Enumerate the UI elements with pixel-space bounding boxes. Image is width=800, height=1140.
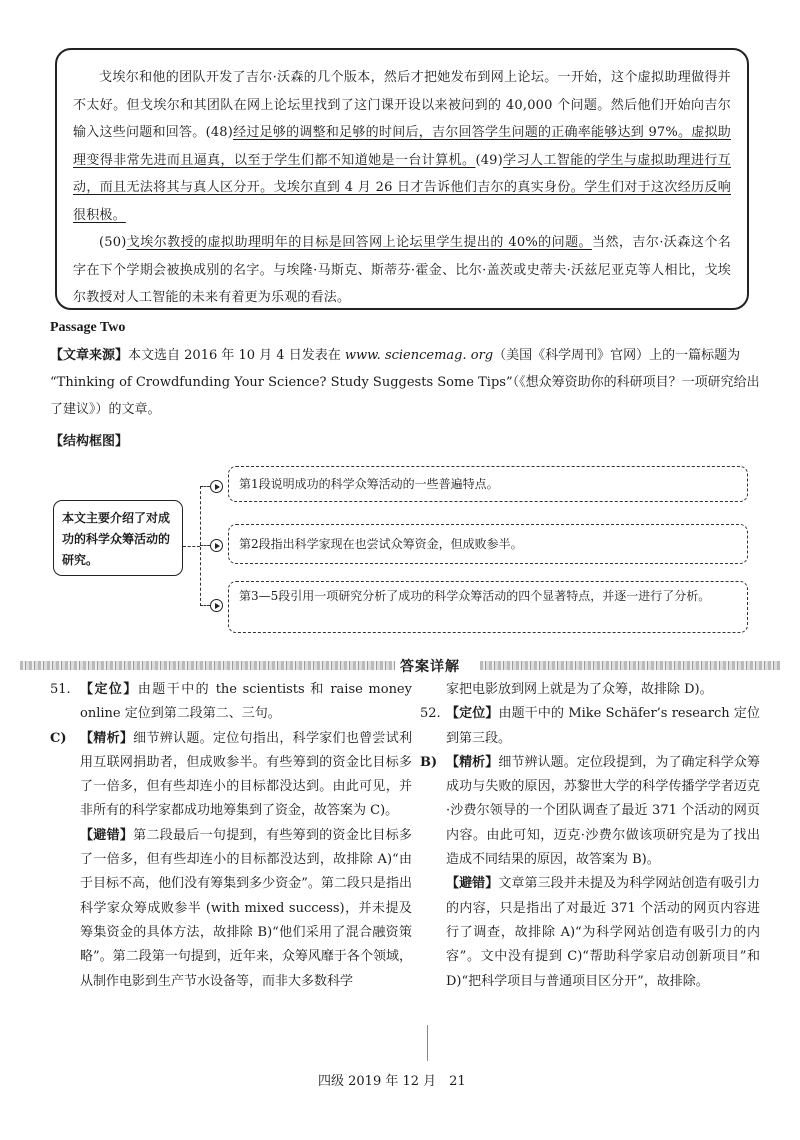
box-paragraph-1 — [73, 64, 731, 229]
locate-tag: 【定位】 — [80, 682, 138, 697]
question-marker-49: (49) — [475, 152, 503, 168]
q51-analysis-body: 细节辨认题。定位句指出，科学家们也曾尝试利用互联网捐助者，但成败参半。有些筹到的资金比目标多了一倍多，但有些却连小的目标都没达到。由此可见，并非所有的科学家都成功地筹集到了资金，故答案为 C)。 — [80, 730, 412, 819]
answers-banner — [20, 657, 780, 673]
arrow-icon — [210, 539, 223, 552]
q51-analysis-text — [80, 727, 412, 824]
q51-avoid-text — [80, 824, 412, 994]
source-site: www. sciencemag. org — [344, 348, 494, 363]
q51-continued — [420, 678, 760, 702]
box-paragraph-2 — [73, 229, 731, 312]
structure-heading: 【结构框图】 — [50, 434, 129, 449]
q52-avoid-body: 文章第三段并未提及为科学网站创造有吸引力的内容，只是指出了对最近 371 个活动的网页内容进行了调查，故排除 A)“为科学网站创造有吸引力的内容”。文中没有提到 C)“帮助科学家启动创新项目”和 D)“把科学项目与普通项目区分开”，故排除。 — [446, 876, 760, 989]
answers-title: 答案详解 — [400, 659, 460, 675]
diagram-connector — [200, 605, 210, 606]
q51-locate-text — [80, 678, 412, 727]
question-marker-48: (48) — [205, 125, 234, 140]
underlined-sentence: 虚拟助理变得非常先进而且逼真，以至于学生们都不知道她是一台计算机。 — [73, 125, 731, 168]
q52-locate — [420, 702, 760, 751]
box-text: 戈埃尔和他的团队开发了吉尔·沃森的几个版本，然后才把她发布到网上论坛。一开始，这个虚拟助理做得并不太好。但戈埃尔和其团队在网上论坛里找到了这门课开设以来被问到的 40,000 个问题。然后他们开始向吉尔输入这些问题和回答。 — [73, 70, 731, 140]
q52-analysis-text — [446, 751, 760, 872]
diagram-connector — [183, 546, 200, 547]
arrow-icon — [210, 480, 223, 493]
analysis-tag: 【精析】 — [80, 730, 134, 746]
source-paragraph — [50, 342, 760, 423]
underlined-sentence: 学习人工智能的学生与虚拟助理进行互动，而且无法将其与真人区分开。 — [73, 152, 731, 195]
q52-analysis-body: 细节辨认题。定位段提到，为了确定科学众筹成功与失败的原因，苏黎世大学的科学传播学学者迈克·沙费尔领导的一个团队调查了最近 371 个活动的网页内容。由此可知，迈克·沙费尔做该项研究是为了找出造成不同结果的原因，故答案为 B)。 — [446, 754, 760, 868]
q51-locate — [50, 678, 412, 727]
answer-letter: C) — [50, 730, 67, 746]
question-number: 51. — [50, 682, 71, 697]
underlined-sentence: 经过足够的调整和足够的时间后，吉尔回答学生问题的正确率能够达到 97%。 — [233, 125, 692, 140]
q51-locate-body: 由题干中的 the scientists 和 raise money online 定位到第二段第二、三句。 — [80, 682, 412, 722]
banner-texture — [20, 661, 395, 670]
diagram-connector — [200, 486, 201, 606]
arrow-icon — [210, 599, 223, 612]
column-divider — [427, 1025, 428, 1061]
q51-avoid-body: 第二段最后一句提到，有些筹到的资金比目标多了一倍多，但有些却连小的目标都没达到，故排除 A)“由于目标不高，他们没有筹集到多少资金”。第二段只是指出科学家众筹成败参半 (with mixed success)，并未提及筹集资金的具体方法，故排除 B)“他们采用了混合融资策略”。第二段第一句提到，近年来，众筹风靡于各个领域，从制作电影到生产节水设备等，而非大多数科学 — [80, 827, 412, 989]
translation-box — [55, 48, 749, 310]
diagram-branch-2: 第2段指出科学家现在也尝试众筹资金，但成败参半。 — [228, 524, 748, 564]
diagram-connector — [200, 545, 210, 546]
q52-analysis — [420, 751, 760, 994]
diagram-branch-1: 第1段说明成功的科学众筹活动的一些普遍特点。 — [228, 466, 748, 502]
diagram-branch-3: 第3—5段引用一项研究分析了成功的科学众筹活动的四个显著特点，并逐一进行了分析。 — [228, 581, 748, 633]
q52-locate-body: 由题干中的 Mike Schäfer’s research 定位到第三段。 — [446, 706, 760, 746]
locate-tag: 【定位】 — [446, 706, 499, 722]
underlined-sentence: 学生们对于这次经历反响很积极。 — [73, 180, 731, 223]
box-text: 当然，吉尔·沃森这个名字在下个学期会被换成别的名字。与埃隆·马斯克、斯蒂芬·霍金、比尔·盖茨或史蒂夫·沃兹尼亚克等人相比，戈埃尔教授对人工智能的未来有着更为乐观的看法。 — [73, 235, 731, 305]
diagram-connector — [200, 486, 210, 487]
source-text: （美国《科学周刊》官网）上的一篇标题为 “Thinking of Crowdfunding Your Science? Study Suggests Some Tips”（《想众筹资助你的科研项目？一项研究给出了建议》）的文章。 — [50, 348, 760, 417]
analysis-tag: 【精析】 — [446, 754, 499, 770]
continued-text: 家把电影放到网上就是为了众筹，故排除 D)。 — [446, 682, 713, 697]
diagram-root: 本文主要介绍了对成功的科学众筹活动的研究。 — [53, 500, 183, 576]
source-label: 【文章来源】 — [50, 348, 129, 363]
underlined-sentence: 戈埃尔教授的虚拟助理明年的目标是回答网上论坛里学生提出的 40%的问题。 — [126, 235, 592, 250]
avoid-tag: 【避错】 — [446, 876, 499, 892]
question-number: 52. — [420, 706, 441, 722]
source-text: 本文选自 2016 年 10 月 4 日发表在 — [128, 348, 345, 363]
avoid-tag: 【避错】 — [80, 827, 134, 843]
answers-right-column — [420, 678, 760, 994]
banner-texture — [480, 661, 780, 670]
q52-locate-text — [446, 702, 760, 751]
question-marker-50: (50) — [99, 235, 127, 250]
answers-left-column — [50, 678, 412, 994]
passage-heading: Passage Two — [50, 320, 126, 335]
q52-avoid-text — [446, 872, 760, 993]
page-footer: 四级 2019 年 12 月 21 — [318, 1074, 466, 1089]
underlined-sentence: 戈埃尔直到 4 月 26 日才告诉他们吉尔的真实身份。 — [273, 180, 585, 195]
q51-analysis — [50, 727, 412, 994]
answer-letter: B) — [420, 754, 438, 770]
